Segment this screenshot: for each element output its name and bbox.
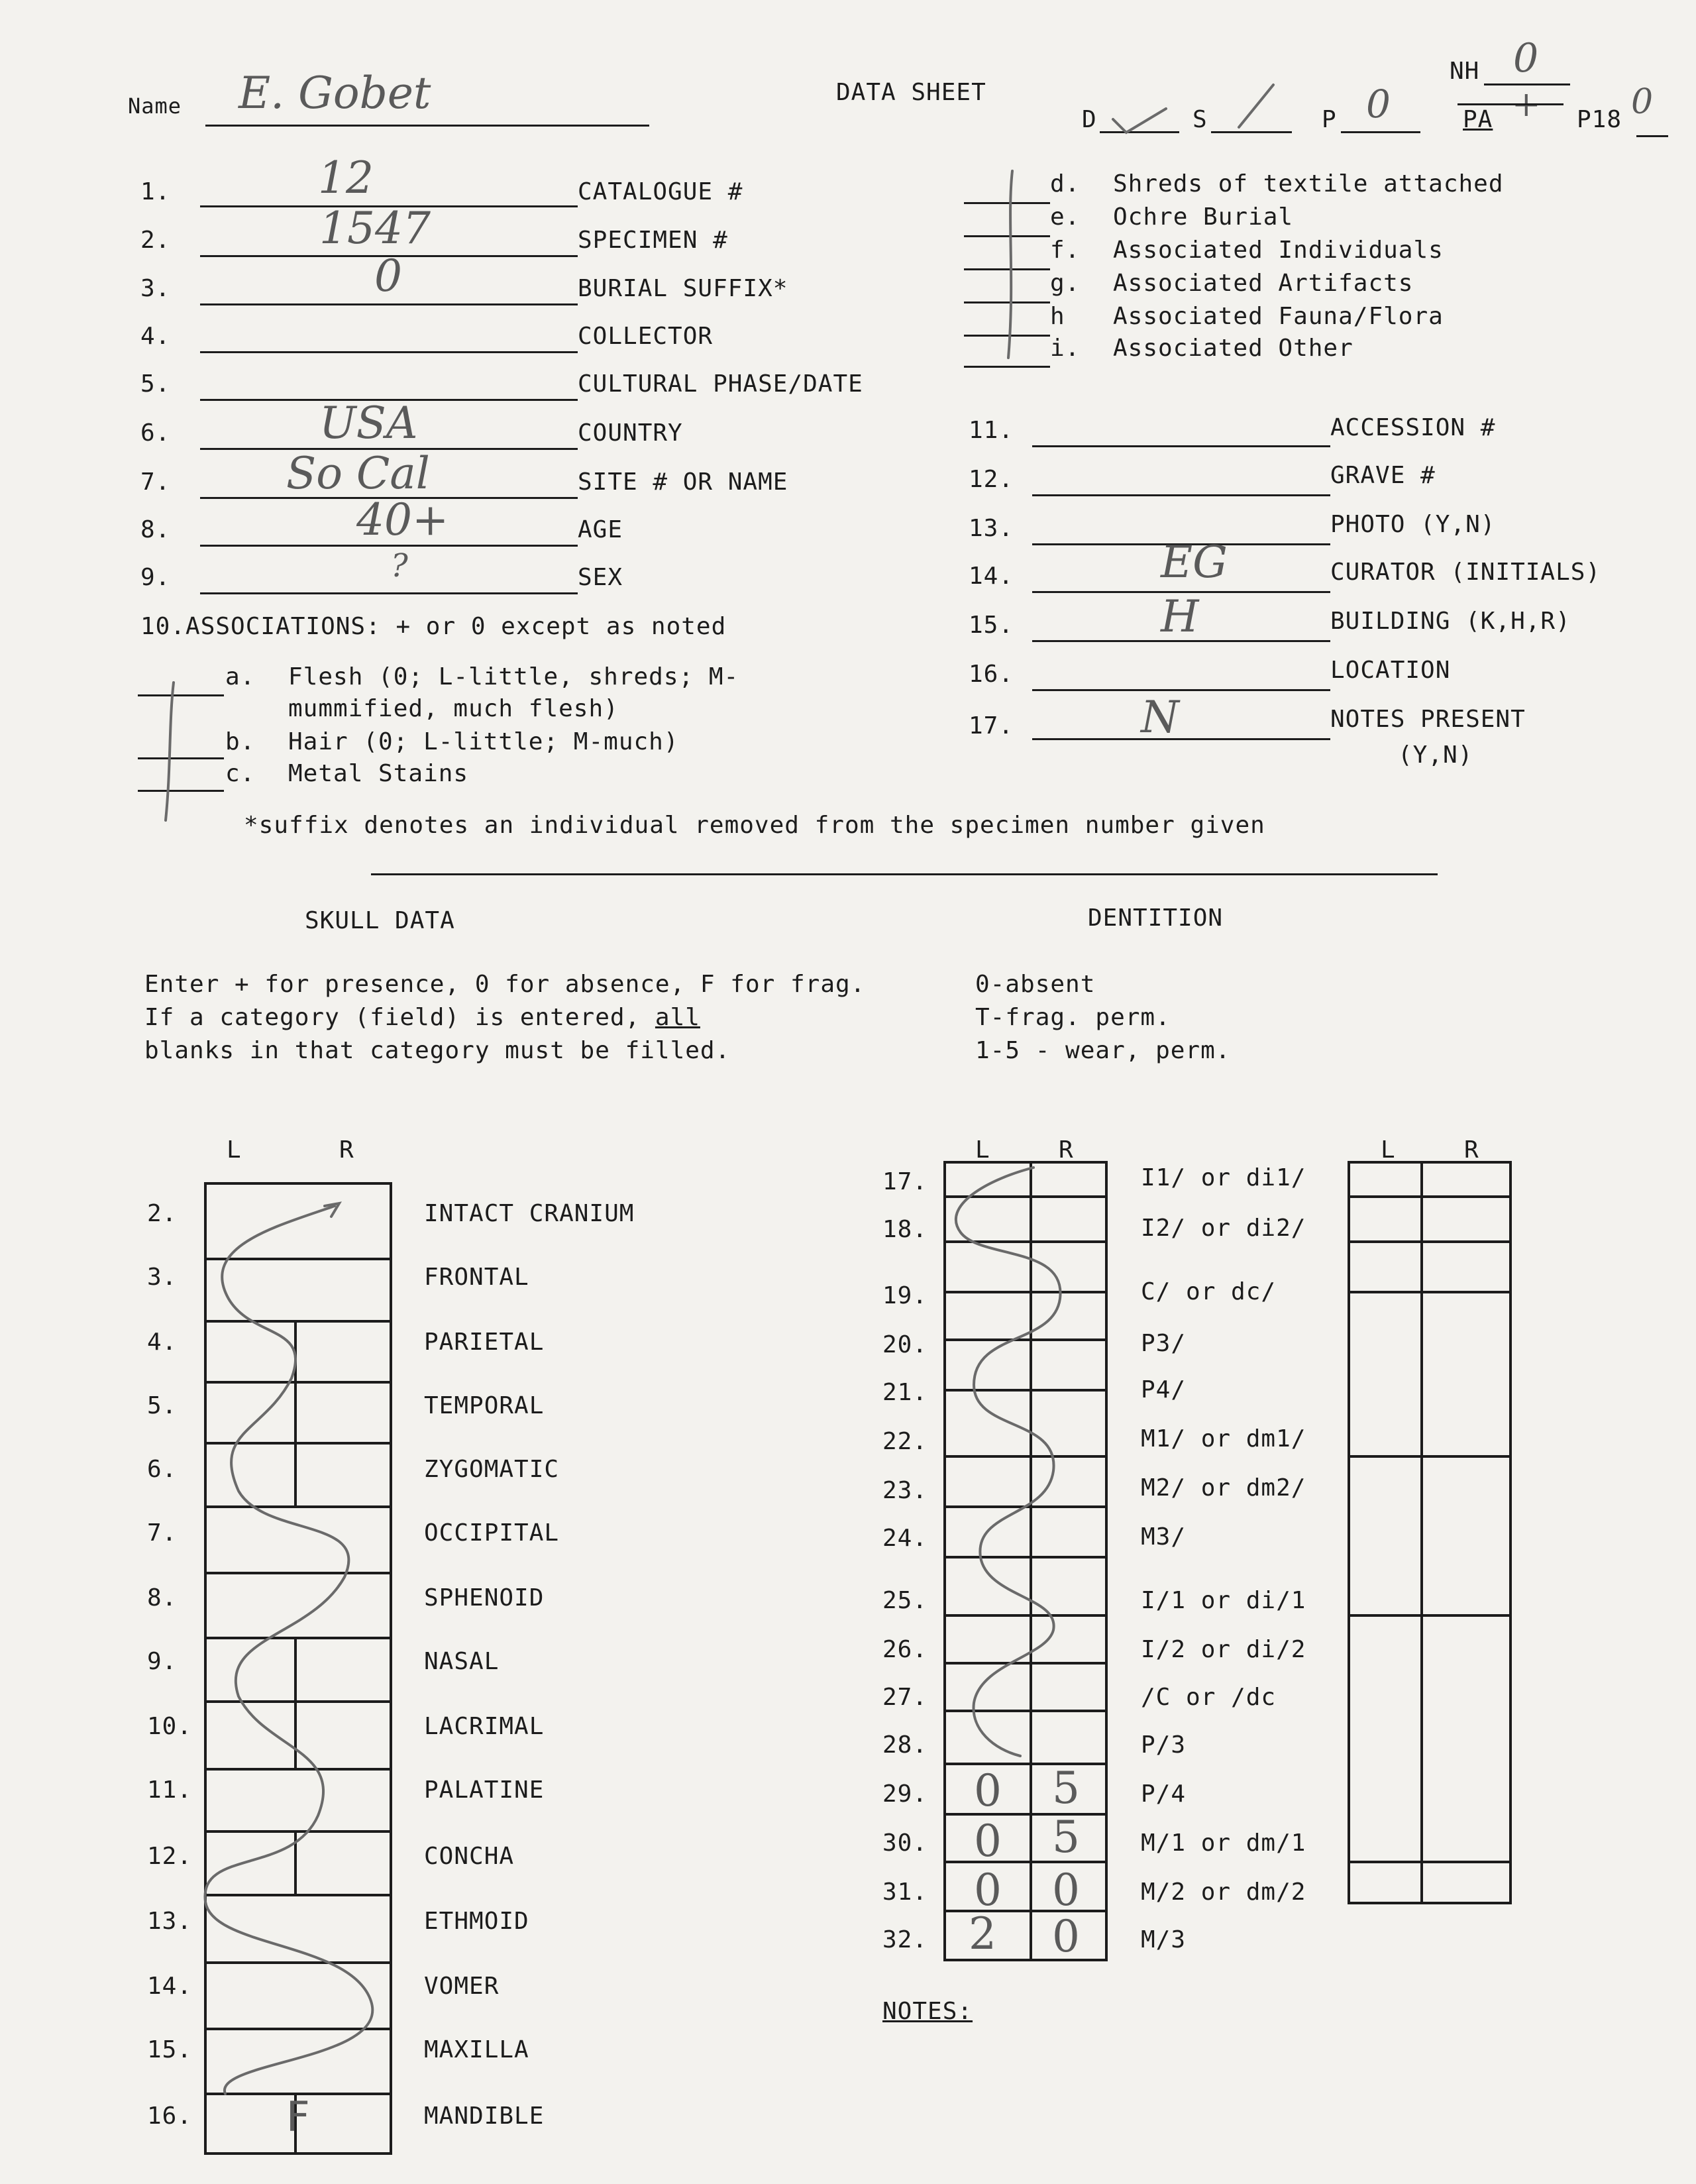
field-label-specimen: SPECIMEN # <box>578 227 728 254</box>
assoc-a-line <box>138 694 224 696</box>
skull-row-num: 3. <box>147 1264 178 1291</box>
field-value-catalogue: 12 <box>318 152 374 203</box>
dent-row-label: M1/ or dm1/ <box>1141 1425 1306 1452</box>
field-num: 16. <box>969 661 1014 688</box>
field-num: 15. <box>969 612 1014 639</box>
dent-row-line <box>943 1861 1108 1863</box>
field-line <box>200 303 578 305</box>
field-label-notes-present: NOTES PRESENT <box>1330 706 1526 733</box>
dent-row-label: M3/ <box>1141 1523 1187 1551</box>
dent-row-num: 18. <box>882 1216 928 1243</box>
skull-row-num: 4. <box>147 1329 178 1356</box>
d-line <box>1100 131 1179 133</box>
field-label-collector: COLLECTOR <box>578 323 714 350</box>
dent-row-num: 29. <box>882 1780 928 1808</box>
s-slash <box>1239 85 1273 127</box>
field-num: 11. <box>969 417 1014 444</box>
assoc-d-line <box>964 202 1050 204</box>
field-num: 4. <box>140 323 171 350</box>
assoc-e-line <box>964 235 1050 237</box>
p18-line <box>1636 135 1668 137</box>
field-label-grave: GRAVE # <box>1330 462 1436 489</box>
field-num: 3. <box>140 275 171 302</box>
skull-row-line <box>204 1505 392 1508</box>
dentition-divider <box>1030 1161 1032 1961</box>
notes-present-suffix: (Y,N) <box>1398 741 1473 769</box>
skull-row-label: OCCIPITAL <box>424 1519 560 1547</box>
dent-row-num: 20. <box>882 1331 928 1358</box>
dent-row-label: I1/ or di1/ <box>1141 1164 1306 1191</box>
dent-row-label: I2/ or di2/ <box>1141 1215 1306 1242</box>
assoc-g-text: Associated Artifacts <box>1113 270 1414 297</box>
skull-instructions-2a: If a category (field) is entered, <box>144 1004 655 1031</box>
assoc-f-line <box>964 268 1050 270</box>
dent-value-32-l: 2 <box>969 1908 996 1959</box>
assoc-e-letter: e. <box>1050 203 1081 231</box>
pa-line <box>1458 103 1564 105</box>
dentition-key-2: T-frag. perm. <box>975 1004 1171 1031</box>
name-value: E. Gobet <box>238 68 431 119</box>
dent-row-num: 27. <box>882 1684 928 1711</box>
p-label: P <box>1322 106 1337 133</box>
field-num: 12. <box>969 466 1014 493</box>
dent-row-line <box>943 1455 1108 1458</box>
skull-row-label: NASAL <box>424 1648 500 1675</box>
skull-row-line <box>204 1320 392 1323</box>
field-value-building: H <box>1161 591 1199 642</box>
skull-row-num: 10. <box>147 1713 193 1740</box>
field-value-curator: EG <box>1161 537 1228 588</box>
dent2-row-line <box>1348 1240 1512 1243</box>
dent-row-line <box>943 1240 1108 1243</box>
dent-row-num: 26. <box>882 1636 928 1663</box>
assoc-i-line <box>964 366 1050 368</box>
field-label-burial-suffix: BURIAL SUFFIX* <box>578 275 788 302</box>
assoc-c-text: Metal Stains <box>288 760 469 787</box>
dent-row-line <box>943 1813 1108 1816</box>
skull-row-line <box>204 1258 392 1260</box>
skull-row-line <box>204 1830 392 1833</box>
skull-instructions-2 <box>144 1006 700 1030</box>
dent-row-line <box>943 1763 1108 1765</box>
field-value-country: USA <box>319 398 418 449</box>
assoc-d-letter: d. <box>1050 170 1081 197</box>
field-line <box>200 592 578 594</box>
field-value-age: 40+ <box>356 494 449 545</box>
skull-row-label: MANDIBLE <box>424 2102 545 2130</box>
dent-row-num: 21. <box>882 1379 928 1406</box>
field-value-sex: ? <box>391 547 408 584</box>
field-label-curator: CURATOR (INITIALS) <box>1330 559 1601 586</box>
assoc-h-line <box>964 335 1050 337</box>
field-line <box>1032 689 1330 691</box>
pa-label: PA <box>1463 106 1493 133</box>
dent-value-32-r: 0 <box>1052 1911 1080 1962</box>
assoc-g-letter: g. <box>1050 270 1081 297</box>
skull-instructions-1: Enter + for presence, 0 for absence, F for frag. <box>144 971 866 998</box>
footnote: *suffix denotes an individual removed from the specimen number given <box>244 812 1265 839</box>
field-value-specimen: 1547 <box>319 203 431 254</box>
dent-row-num: 24. <box>882 1525 928 1552</box>
dent-row-label: P3/ <box>1141 1330 1187 1357</box>
field-num: 8. <box>140 516 171 543</box>
skull-grid <box>204 1182 392 2155</box>
pa-value: + <box>1512 85 1541 125</box>
dent-row-label: I/1 or di/1 <box>1141 1587 1306 1614</box>
field-value-site: So Cal <box>286 448 430 499</box>
dent-value-29-r: 5 <box>1052 1763 1080 1814</box>
field-label-photo: PHOTO (Y,N) <box>1330 511 1496 538</box>
field-label-catalogue: CATALOGUE # <box>578 178 743 205</box>
skull-row-line <box>204 1961 392 1964</box>
assoc-a-text: Flesh (0; L-little, shreds; M- <box>288 663 739 690</box>
skull-col-l: L <box>227 1136 242 1164</box>
skull-row-num: 16. <box>147 2102 193 2130</box>
assoc-a-text-2: mummified, much flesh) <box>288 695 619 722</box>
field-label-country: COUNTRY <box>578 419 683 447</box>
skull-divider <box>294 1320 297 1505</box>
dent-row-label: M/3 <box>1141 1926 1187 1953</box>
dent2-row-line <box>1348 1291 1512 1293</box>
mandible-mark: F <box>286 2093 310 2141</box>
skull-heading: SKULL DATA <box>305 907 455 934</box>
dent-col-r: R <box>1059 1136 1074 1164</box>
field-num: 1. <box>140 178 171 205</box>
dentition-key-3: 1-5 - wear, perm. <box>975 1037 1231 1064</box>
dent-row-line <box>943 1556 1108 1558</box>
assoc-b-letter: b. <box>225 728 256 755</box>
dent-col-l: L <box>975 1136 990 1164</box>
field-num: 14. <box>969 563 1014 590</box>
skull-row-label: CONCHA <box>424 1843 515 1870</box>
skull-row-label: PALATINE <box>424 1776 545 1804</box>
dent-value-30-r: 5 <box>1052 1812 1080 1863</box>
skull-row-num: 2. <box>147 1200 178 1227</box>
dent-row-line <box>943 1505 1108 1508</box>
dent-row-label: /C or /dc <box>1141 1684 1277 1711</box>
assoc-f-text: Associated Individuals <box>1113 237 1444 264</box>
dent2-row-line <box>1348 1195 1512 1198</box>
footnote-rule <box>371 873 1438 875</box>
skull-row-line <box>204 1381 392 1384</box>
dent-value-29-l: 0 <box>974 1765 1002 1816</box>
dent-row-label: M/2 or dm/2 <box>1141 1879 1306 1906</box>
sheet-title: DATA SHEET <box>836 79 986 106</box>
field-label-accession: ACCESSION # <box>1330 414 1496 441</box>
s-line <box>1211 131 1292 133</box>
assoc-c-line <box>138 790 224 792</box>
skull-row-line <box>204 1894 392 1896</box>
field-line <box>1032 445 1330 447</box>
assoc-b-line <box>138 757 224 759</box>
skull-row-line <box>204 1768 392 1771</box>
field-num: 2. <box>140 227 171 254</box>
field-label-site: SITE # OR NAME <box>578 468 788 496</box>
d-checkmark <box>1113 109 1166 133</box>
skull-row-num: 13. <box>147 1908 193 1935</box>
dent-row-label: C/ or dc/ <box>1141 1278 1277 1305</box>
skull-row-line <box>204 2028 392 2030</box>
dent-row-line <box>943 1662 1108 1665</box>
dentition-heading: DENTITION <box>1088 904 1224 932</box>
dent2-row-line <box>1348 1861 1512 1863</box>
skull-row-num: 6. <box>147 1456 178 1483</box>
dent-row-label: I/2 or di/2 <box>1141 1636 1306 1663</box>
dent-row-label: P/4 <box>1141 1780 1187 1808</box>
assoc-left-bracket <box>166 682 174 820</box>
field-num: 9. <box>140 564 171 591</box>
dent2-col-l: L <box>1381 1136 1396 1164</box>
dent-row-num: 28. <box>882 1731 928 1759</box>
skull-row-line <box>204 1700 392 1703</box>
p-line <box>1341 131 1420 133</box>
associations-heading: 10.ASSOCIATIONS: + or 0 except as noted <box>140 613 727 640</box>
skull-row-num: 15. <box>147 2036 193 2063</box>
dent-row-num: 22. <box>882 1428 928 1455</box>
field-num: 7. <box>140 468 171 496</box>
dent-row-line <box>943 1614 1108 1617</box>
assoc-i-letter: i. <box>1050 335 1081 362</box>
skull-row-line <box>204 1572 392 1574</box>
dent-row-line <box>943 1710 1108 1712</box>
skull-row-label: SPHENOID <box>424 1584 545 1611</box>
nh-value: 0 <box>1513 35 1539 82</box>
field-num: 17. <box>969 712 1014 739</box>
dentition-divider-2 <box>1420 1161 1423 1904</box>
assoc-d-text: Shreds of textile attached <box>1113 170 1504 197</box>
dentition-key-1: 0-absent <box>975 971 1096 998</box>
skull-row-label: MAXILLA <box>424 2036 529 2063</box>
field-num: 6. <box>140 419 171 447</box>
assoc-h-text: Associated Fauna/Flora <box>1113 303 1444 330</box>
dent2-row-line <box>1348 1614 1512 1617</box>
skull-row-label: TEMPORAL <box>424 1392 545 1419</box>
assoc-i-text: Associated Other <box>1113 335 1353 362</box>
dent-row-num: 19. <box>882 1282 928 1309</box>
skull-row-label: VOMER <box>424 1973 500 2000</box>
dent-row-line <box>943 1389 1108 1392</box>
name-line <box>205 125 649 127</box>
skull-row-line <box>204 1442 392 1445</box>
dent-row-label: M2/ or dm2/ <box>1141 1474 1306 1502</box>
skull-instructions-2b: all <box>655 1004 700 1031</box>
nh-label: NH <box>1450 58 1480 85</box>
p18-label: P18 <box>1577 106 1622 133</box>
field-label-age: AGE <box>578 516 623 543</box>
dent-row-label: M/1 or dm/1 <box>1141 1829 1306 1857</box>
skull-row-num: 7. <box>147 1519 178 1547</box>
dent-row-num: 32. <box>882 1926 928 1953</box>
d-label: D <box>1082 106 1097 133</box>
assoc-b-text: Hair (0; L-little; M-much) <box>288 728 679 755</box>
name-label: Name <box>128 93 182 119</box>
assoc-h-letter: h <box>1050 303 1065 330</box>
field-value-burial-suffix: 0 <box>374 250 402 301</box>
skull-row-num: 5. <box>147 1392 178 1419</box>
dent-row-num: 30. <box>882 1829 928 1857</box>
field-value-notes-present: N <box>1141 692 1179 743</box>
dent-row-num: 25. <box>882 1587 928 1614</box>
dent-value-30-l: 0 <box>974 1816 1002 1867</box>
assoc-e-text: Ochre Burial <box>1113 203 1294 231</box>
skull-row-num: 8. <box>147 1584 178 1611</box>
assoc-g-line <box>964 301 1050 303</box>
skull-row-num: 14. <box>147 1973 193 2000</box>
dent-row-line <box>943 1338 1108 1341</box>
dent-row-num: 17. <box>882 1168 928 1195</box>
p-value: 0 <box>1366 82 1391 127</box>
dent-value-31-l: 0 <box>974 1865 1002 1916</box>
skull-col-r: R <box>339 1136 354 1164</box>
field-label-sex: SEX <box>578 564 623 591</box>
assoc-c-letter: c. <box>225 760 256 787</box>
field-label-building: BUILDING (K,H,R) <box>1330 608 1571 635</box>
field-line <box>200 351 578 353</box>
dent2-col-r: R <box>1464 1136 1479 1164</box>
p18-value: 0 <box>1631 82 1654 122</box>
dent-row-num: 31. <box>882 1879 928 1906</box>
skull-instructions-3: blanks in that category must be filled. <box>144 1037 731 1064</box>
field-line <box>1032 494 1330 496</box>
dent-row-line <box>943 1195 1108 1198</box>
assoc-a-letter: a. <box>225 663 256 690</box>
skull-row-num: 11. <box>147 1776 193 1804</box>
field-label-cultural-phase: CULTURAL PHASE/DATE <box>578 370 863 398</box>
dent-row-num: 23. <box>882 1477 928 1504</box>
dentition-grid <box>943 1161 1108 1961</box>
dent-row-line <box>943 1291 1108 1293</box>
skull-divider <box>294 1637 297 1769</box>
notes-label: NOTES: <box>882 1998 973 2025</box>
skull-divider <box>294 1830 297 1894</box>
skull-row-num: 12. <box>147 1843 193 1870</box>
s-label: S <box>1192 106 1208 133</box>
dentition-grid-2 <box>1348 1161 1512 1904</box>
skull-row-label: ZYGOMATIC <box>424 1456 560 1483</box>
field-num: 13. <box>969 515 1014 542</box>
assoc-right-bracket <box>1008 171 1012 358</box>
skull-row-label: FRONTAL <box>424 1264 529 1291</box>
dent-row-label: P4/ <box>1141 1376 1187 1403</box>
skull-row-label: INTACT CRANIUM <box>424 1200 635 1227</box>
dent-value-31-r: 0 <box>1052 1865 1080 1916</box>
skull-row-label: PARIETAL <box>424 1329 545 1356</box>
skull-row-line <box>204 1637 392 1639</box>
skull-row-label: ETHMOID <box>424 1908 529 1935</box>
skull-row-label: LACRIMAL <box>424 1713 545 1740</box>
field-line <box>1032 738 1330 740</box>
dent2-row-line <box>1348 1455 1512 1458</box>
field-label-location: LOCATION <box>1330 657 1451 684</box>
dent-row-label: P/3 <box>1141 1731 1187 1759</box>
field-num: 5. <box>140 370 171 398</box>
assoc-f-letter: f. <box>1050 237 1081 264</box>
skull-row-num: 9. <box>147 1648 178 1675</box>
